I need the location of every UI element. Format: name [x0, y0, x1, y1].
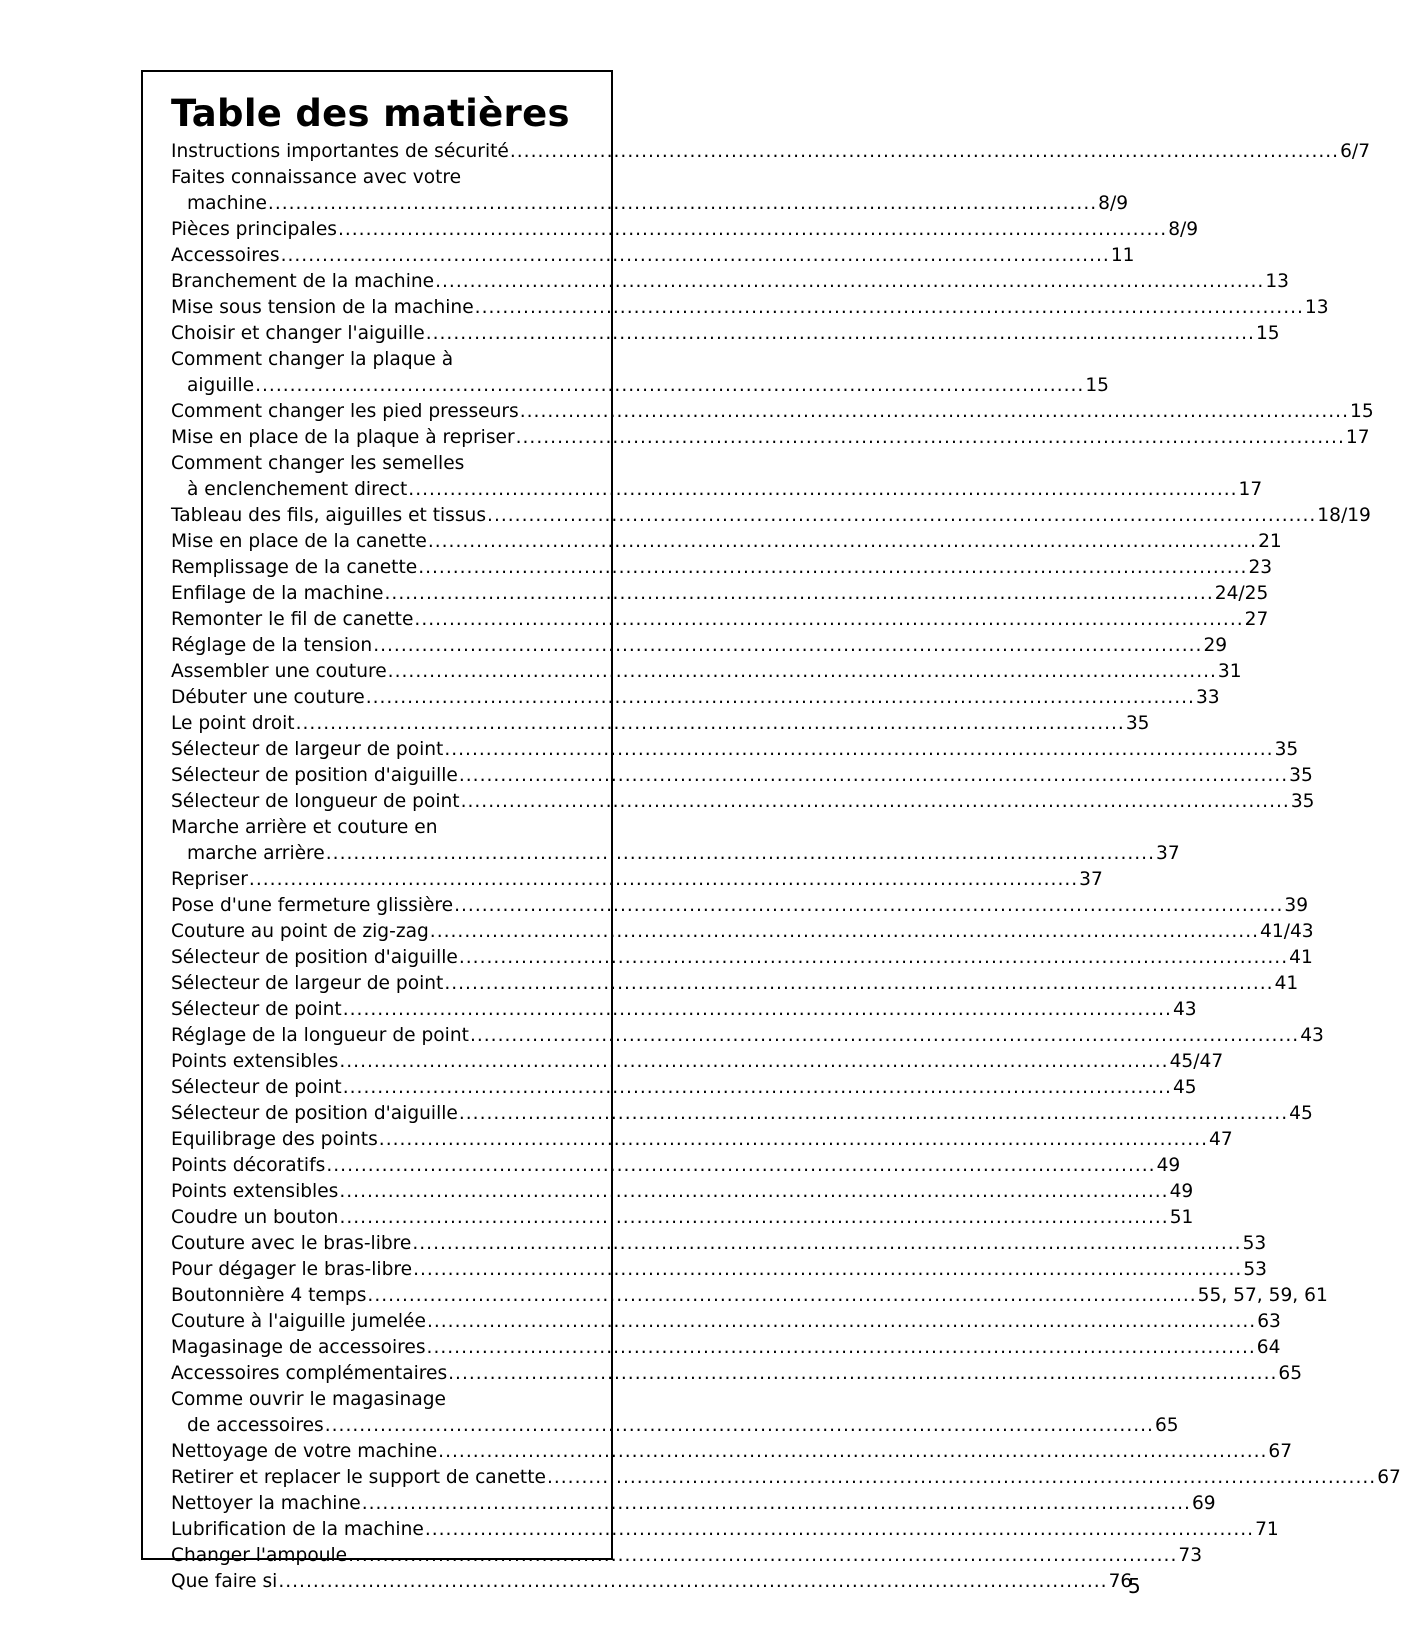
toc-dot-leader: [326, 1153, 1155, 1179]
toc-dot-leader: [470, 1023, 1299, 1049]
toc-entry-page: 45/47: [1169, 1051, 1224, 1072]
toc-entry: [171, 373, 1110, 399]
toc-entry: [171, 1387, 586, 1413]
toc-dot-leader: [428, 529, 1257, 555]
toc-entry-title: marche arrière: [187, 843, 325, 864]
toc-entry-title: Boutonnière 4 temps: [171, 1285, 367, 1306]
toc-entry-page: 6/7: [1340, 141, 1371, 162]
toc-dot-leader: [414, 607, 1243, 633]
toc-entry-title: Magasinage de accessoires: [171, 1337, 426, 1358]
toc-dot-leader: [343, 997, 1172, 1023]
toc-dot-leader: [454, 893, 1283, 919]
toc-entry: [171, 1075, 1197, 1101]
toc-entry: [171, 841, 1180, 867]
toc-entry-title: Sélecteur de point: [171, 1077, 342, 1098]
toc-entry-page: 13: [1304, 297, 1329, 318]
toc-entry-title: Faites connaissance avec votre: [171, 167, 462, 188]
toc-entry-page: 69: [1191, 1493, 1216, 1514]
toc-entry-title: Comment changer les semelles: [171, 453, 465, 474]
toc-entry-title: Tableau des fils, aiguilles et tissus: [171, 505, 487, 526]
toc-entry-title: de accessoires: [187, 1415, 324, 1436]
toc-entry-title: Accessoires: [171, 245, 280, 266]
toc-entry: [171, 425, 1370, 451]
toc-entry-title: Lubrification de la machine: [171, 1519, 424, 1540]
toc-entry-page: 35: [1125, 713, 1150, 734]
toc-entry: [171, 1439, 1293, 1465]
toc-entry: [171, 711, 1150, 737]
toc-entry-page: 17: [1345, 427, 1370, 448]
toc-dot-leader: [339, 1049, 1168, 1075]
toc-entry-title: Débuter une couture: [171, 687, 365, 708]
toc-entry: [171, 503, 1371, 529]
toc-dot-leader: [425, 1517, 1254, 1543]
toc-entry-title: Mise en place de la canette: [171, 531, 427, 552]
toc-dot-leader: [388, 659, 1217, 685]
page-number: 5: [1128, 1574, 1141, 1598]
toc-entry-page: 31: [1217, 661, 1242, 682]
toc-dot-leader: [373, 633, 1202, 659]
toc-dot-leader: [475, 295, 1304, 321]
toc-dot-leader: [547, 1465, 1376, 1491]
toc-dot-leader: [438, 1439, 1267, 1465]
toc-entry-page: 13: [1265, 271, 1290, 292]
toc-list: [171, 139, 1401, 1595]
toc-dot-leader: [427, 1309, 1256, 1335]
toc-dot-leader: [448, 1361, 1277, 1387]
toc-entry-page: 21: [1258, 531, 1282, 552]
toc-entry: [171, 1413, 1179, 1439]
toc-entry: [171, 607, 1269, 633]
toc-entry-title: Remonter le fil de canette: [171, 609, 414, 630]
toc-dot-leader: [339, 1205, 1168, 1231]
toc-entry-title: Enfilage de la machine: [171, 583, 384, 604]
toc-dot-leader: [366, 685, 1195, 711]
toc-entry-page: 45: [1289, 1103, 1313, 1124]
toc-entry: [171, 217, 1199, 243]
toc-entry-page: 45: [1172, 1077, 1197, 1098]
toc-entry-page: 43: [1300, 1025, 1324, 1046]
toc-entry-page: 73: [1178, 1545, 1203, 1566]
toc-dot-leader: [459, 1101, 1288, 1127]
toc-entry-page: 63: [1257, 1311, 1281, 1332]
toc-entry-page: 49: [1156, 1155, 1181, 1176]
toc-entry: [171, 1153, 1181, 1179]
toc-entry-page: 15: [1255, 323, 1280, 344]
toc-entry: [171, 1543, 1203, 1569]
toc-entry: [171, 971, 1299, 997]
toc-dot-leader: [427, 1335, 1256, 1361]
toc-entry: [171, 1335, 1281, 1361]
toc-dot-leader: [444, 971, 1273, 997]
toc-dot-leader: [367, 1283, 1196, 1309]
toc-entry: [171, 919, 1314, 945]
toc-entry-page: 11: [1110, 245, 1135, 266]
toc-entry-page: 41/43: [1260, 921, 1314, 942]
toc-entry: [171, 529, 1282, 555]
page-title: Table des matières: [171, 92, 570, 135]
toc-dot-leader: [249, 867, 1078, 893]
toc-entry-title: Changer l'ampoule: [171, 1545, 348, 1566]
toc-entry-page: 39: [1284, 895, 1309, 916]
toc-entry-page: 33: [1195, 687, 1220, 708]
toc-entry-title: Points décoratifs: [171, 1155, 326, 1176]
toc-entry-page: 47: [1209, 1129, 1233, 1150]
toc-entry-title: Sélecteur de position d'aiguille: [171, 765, 458, 786]
toc-entry-page: 51: [1169, 1207, 1194, 1228]
toc-entry-page: 27: [1244, 609, 1269, 630]
toc-entry: [171, 1049, 1224, 1075]
toc-entry-title: Retirer et replacer le support de canette: [171, 1467, 546, 1488]
toc-entry-page: 23: [1248, 557, 1273, 578]
toc-entry: [171, 1569, 1133, 1595]
toc-dot-leader: [339, 1179, 1168, 1205]
toc-entry-page: 65: [1278, 1363, 1303, 1384]
toc-entry-title: Couture avec le bras-libre: [171, 1233, 412, 1254]
toc-dot-leader: [362, 1491, 1191, 1517]
toc-entry: [171, 243, 1135, 269]
toc-entry-page: 55, 57, 59, 61: [1197, 1285, 1328, 1306]
toc-entry-title: Accessoires complémentaires: [171, 1363, 448, 1384]
toc-dot-leader: [418, 555, 1247, 581]
toc-dot-leader: [510, 139, 1339, 165]
toc-entry-page: 35: [1290, 791, 1315, 812]
toc-entry-title: Coudre un bouton: [171, 1207, 339, 1228]
toc-entry: [171, 945, 1313, 971]
toc-entry: [171, 269, 1290, 295]
table-of-contents-box: [141, 70, 1401, 1592]
toc-entry-page: 29: [1203, 635, 1228, 656]
toc-entry-title: Comme ouvrir le magasinage: [171, 1389, 446, 1410]
toc-dot-leader: [278, 1569, 1107, 1595]
toc-entry: [171, 1465, 1401, 1491]
toc-entry-title: Pour dégager le bras-libre: [171, 1259, 413, 1280]
toc-entry-title: Réglage de la longueur de point: [171, 1025, 469, 1046]
toc-dot-leader: [348, 1543, 1177, 1569]
toc-entry: [171, 139, 1371, 165]
toc-entry-title: Repriser: [171, 869, 248, 890]
toc-dot-leader: [459, 763, 1288, 789]
toc-entry-title: Equilibrage des points: [171, 1129, 378, 1150]
toc-entry-page: 71: [1255, 1519, 1279, 1540]
toc-entry-page: 18/19: [1317, 505, 1371, 526]
toc-dot-leader: [296, 711, 1125, 737]
toc-entry-page: 76: [1108, 1571, 1133, 1592]
toc-entry: [171, 867, 1103, 893]
toc-dot-leader: [459, 945, 1288, 971]
toc-entry: [171, 1491, 1216, 1517]
toc-entry: [171, 633, 1228, 659]
toc-entry-title: Pose d'une fermeture glissière: [171, 895, 454, 916]
toc-entry-page: 37: [1156, 843, 1180, 864]
toc-entry-title: Points extensibles: [171, 1181, 339, 1202]
toc-entry: [171, 737, 1299, 763]
toc-entry-title: Remplissage de la canette: [171, 557, 418, 578]
toc-entry-page: 8/9: [1098, 193, 1129, 214]
toc-entry-page: 65: [1154, 1415, 1179, 1436]
toc-dot-leader: [281, 243, 1110, 269]
toc-dot-leader: [426, 321, 1255, 347]
toc-dot-leader: [435, 269, 1264, 295]
toc-entry-title: Comment changer les pied presseurs: [171, 401, 519, 422]
toc-entry: [171, 581, 1269, 607]
toc-entry-title: Choisir et changer l'aiguille: [171, 323, 425, 344]
toc-entry-page: 35: [1289, 765, 1313, 786]
toc-dot-leader: [430, 919, 1259, 945]
toc-dot-leader: [338, 217, 1167, 243]
toc-entry-page: 15: [1349, 401, 1374, 422]
toc-dot-leader: [412, 1231, 1241, 1257]
toc-entry: [171, 1127, 1233, 1153]
toc-entry: [171, 1205, 1194, 1231]
toc-entry: [171, 815, 586, 841]
toc-entry-page: 49: [1169, 1181, 1194, 1202]
toc-entry: [171, 1257, 1267, 1283]
toc-dot-leader: [379, 1127, 1208, 1153]
toc-entry-title: Instructions importantes de sécurité: [171, 141, 509, 162]
toc-entry-title: Mise en place de la plaque à repriser: [171, 427, 515, 448]
toc-entry-page: 67: [1268, 1441, 1293, 1462]
toc-entry: [171, 1283, 1328, 1309]
toc-dot-leader: [268, 191, 1097, 217]
toc-dot-leader: [255, 373, 1084, 399]
toc-entry-page: 67: [1377, 1467, 1401, 1488]
toc-entry-title: Sélecteur de position d'aiguille: [171, 947, 458, 968]
toc-entry-title: Points extensibles: [171, 1051, 339, 1072]
toc-entry-page: 37: [1079, 869, 1103, 890]
toc-entry-title: Pièces principales: [171, 219, 337, 240]
toc-entry: [171, 451, 586, 477]
toc-entry-title: aiguille: [187, 375, 255, 396]
toc-entry: [171, 1023, 1324, 1049]
toc-entry-page: 24/25: [1214, 583, 1269, 604]
toc-entry: [171, 789, 1315, 815]
toc-entry: [171, 191, 1129, 217]
toc-entry-page: 43: [1172, 999, 1197, 1020]
toc-entry: [171, 321, 1280, 347]
toc-entry-title: Branchement de la machine: [171, 271, 435, 292]
toc-entry-page: 35: [1274, 739, 1299, 760]
toc-entry: [171, 295, 1329, 321]
toc-entry-page: 17: [1238, 479, 1263, 500]
toc-entry: [171, 1101, 1313, 1127]
toc-entry-title: Que faire si: [171, 1571, 278, 1592]
toc-entry-title: Couture au point de zig-zag: [171, 921, 429, 942]
toc-entry: [171, 763, 1313, 789]
toc-entry: [171, 685, 1220, 711]
toc-entry-page: 41: [1289, 947, 1313, 968]
toc-dot-leader: [325, 1413, 1154, 1439]
toc-entry-title: Sélecteur de point: [171, 999, 342, 1020]
toc-entry-page: 8/9: [1168, 219, 1199, 240]
toc-entry: [171, 1361, 1303, 1387]
toc-dot-leader: [408, 477, 1237, 503]
toc-entry-title: à enclenchement direct: [187, 479, 408, 500]
toc-entry: [171, 347, 586, 373]
toc-entry-title: Sélecteur de largeur de point: [171, 973, 444, 994]
toc-entry-page: 15: [1085, 375, 1110, 396]
toc-entry: [171, 1517, 1279, 1543]
toc-entry-page: 41: [1274, 973, 1299, 994]
toc-dot-leader: [385, 581, 1214, 607]
toc-entry: [171, 555, 1273, 581]
toc-dot-leader: [326, 841, 1155, 867]
toc-entry: [171, 477, 1263, 503]
toc-entry-title: Nettoyage de votre machine: [171, 1441, 438, 1462]
toc-dot-leader: [413, 1257, 1242, 1283]
toc-entry: [171, 1231, 1267, 1257]
toc-entry-title: Sélecteur de longueur de point: [171, 791, 460, 812]
toc-entry: [171, 165, 586, 191]
toc-entry-title: Nettoyer la machine: [171, 1493, 361, 1514]
toc-dot-leader: [461, 789, 1290, 815]
toc-entry-title: Assembler une couture: [171, 661, 387, 682]
toc-entry-title: machine: [187, 193, 267, 214]
toc-entry: [171, 659, 1242, 685]
toc-entry-title: Sélecteur de largeur de point: [171, 739, 444, 760]
toc-entry-title: Sélecteur de position d'aiguille: [171, 1103, 458, 1124]
toc-dot-leader: [516, 425, 1345, 451]
toc-entry: [171, 997, 1197, 1023]
toc-dot-leader: [343, 1075, 1172, 1101]
toc-entry: [171, 399, 1374, 425]
toc-entry-title: Réglage de la tension: [171, 635, 373, 656]
toc-dot-leader: [487, 503, 1316, 529]
toc-entry: [171, 1309, 1281, 1335]
toc-entry-title: Le point droit: [171, 713, 295, 734]
toc-dot-leader: [520, 399, 1349, 425]
toc-entry-title: Mise sous tension de la machine: [171, 297, 474, 318]
toc-entry-page: 64: [1256, 1337, 1281, 1358]
toc-entry-title: Couture à l'aiguille jumelée: [171, 1311, 426, 1332]
toc-entry-page: 53: [1242, 1233, 1267, 1254]
toc-entry: [171, 1179, 1194, 1205]
toc-entry-page: 53: [1243, 1259, 1267, 1280]
toc-entry-title: Comment changer la plaque à: [171, 349, 454, 370]
toc-dot-leader: [444, 737, 1273, 763]
toc-entry-title: Marche arrière et couture en: [171, 817, 438, 838]
toc-entry: [171, 893, 1309, 919]
